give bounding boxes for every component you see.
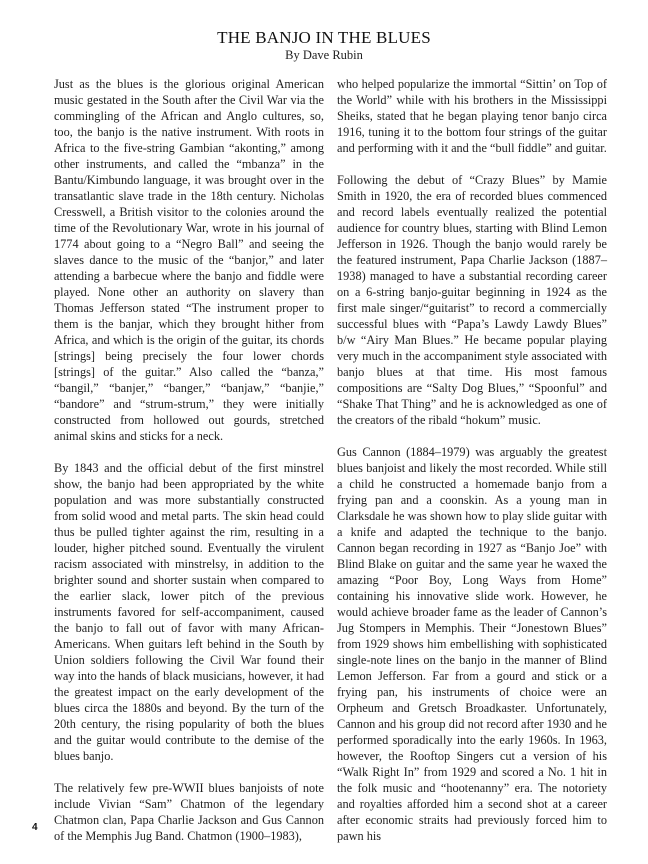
paragraph: Following the debut of “Crazy Blues” by Mamie Smith in 1920, the era of recorded blues commenced and record labels eventually realized the potential audience for country blues, starting with Blind Lemon Jefferson in 1926. Though the banjo would rarely be the featured instrument, Papa Charlie Jackson (1887–1938) managed to have a substantial recording career on a 6-string banjo-guitar beginning in 1924 as the first male singer/“guitarist” to record a commercially successful blues with “Papa’s Lawdy Lawdy Blues” b/w “Airy Man Blues.” He became popular playing very much in the accompaniment style associated with banjo blues at that time. His most famous compositions are “Salty Dog Blues,” “Spoonful” and “Shake That Thing” and he is acknowledged as one of the creators of the ribald “hokum” music. — [337, 173, 607, 427]
right-column — [337, 76, 607, 844]
paragraph: The relatively few pre-WWII blues banjoists of note include Vivian “Sam” Chatmon of the legendary Chatmon clan, Papa Charlie Jackson and Gus Cannon of the Memphis Jug Band. Chatmon (1900–1983), — [54, 781, 324, 843]
article-byline: By Dave Rubin — [285, 48, 363, 62]
paragraph: Just as the blues is the glorious original American music gestated in the South after the Civil War via the commingling of the African and Anglo cultures, so, too, the banjo is the native instrument. With roots in Africa to the five-string Gambian “akonting,” among other instruments, and called the “mbanza” in the Bantu/Kimbundo language, it was brought over in the transatlantic slave trade in the 18th century. Nicholas Cresswell, a British visitor to the colonies around the time of the Revolutionary War, wrote in his journal of 1774 about going to a “Negro Ball” and seeing the slaves dance to the music of the “banjor,” and later attending a barbecue where the banjo and fiddle were played. None other an authority on slavery than Thomas Jefferson stated “The instrument proper to them is the banjar, which they brought hither from Africa, and which is the origin of the guitar, its chords [strings] being precisely the four lower chords [strings] of the guitar.” Also called the “banza,” “bangil,” “banjer,” “banger,” “banjaw,” “banjie,” “bandore” and “strum-strum,” they were initially constructed from hollowed out gourds, stretched animal skins and sticks for a neck. — [54, 77, 324, 443]
paragraph: By 1843 and the official debut of the first minstrel show, the banjo had been appropriated by the white population and was more substantially constructed from solid wood and metal parts. The skin head could thus be pulled tighter against the rim, resulting in a louder, higher pitched sound. Eventually the virulent racism associated with minstrelsy, in addition to the brighter sound and shorter sustain when compared to the earlier slack, lower pitch of the previous instruments favored for self-accompaniment, caused the banjo to fall out of favor with many African-Americans. When guitars left behind in the South by Union soldiers following the Civil War found their way into the hands of black musicians, however, it had the greatest impact on the early development of the blues circa the 1880s and beyond. By the turn of the 20th century, the rising popularity of both the blues and the guitar would contribute to the demise of the blues banjo. — [54, 461, 324, 763]
paragraph: Gus Cannon (1884–1979) was arguably the greatest blues banjoist and likely the most recorded. While still a child he constructed a homemade banjo from a frying pan and a coonskin. As a young man in Clarksdale he was shown how to play slide guitar with a knife and adapted the technique to the banjo. Cannon began recording in 1927 as “Banjo Joe” with Blind Blake on guitar and the same year he waxed the amazing “Poor Boy, Long Ways from Home” containing his innovative slide work. However, he would achieve broader fame as the leader of Cannon’s Jug Stompers in Memphis. Their “Jonestown Blues” from 1929 shows him embellishing with sophisticated single-note lines on the banjo in the manner of Blind Lemon Jefferson. Far from a gourd and stick or a frying pan, his instruments of choice were an Orpheum and Gretsch Broadkaster. Unfortunately, Cannon and his group did not record after 1930 and he performed sporadically into the early 1960s. In 1963, however, the Rooftop Singers cut a version of his “Walk Right In” from 1929 and scored a No. 1 hit in the folk music and “hootenanny” era. The notoriety and royalties afforded him a second shot at a career after economic straits had previously forced him to pawn his — [337, 445, 607, 843]
paragraph: who helped popularize the immortal “Sittin’ on Top of the World” while with his brothers in the Mississippi Sheiks, stated that he began playing tenor banjo circa 1916, tuning it to the bottom four strings of the guitar and performing with it and the “bull fiddle” and guitar. — [337, 77, 607, 155]
page-number: 4 — [32, 822, 38, 833]
left-column — [54, 76, 324, 844]
article-title: THE BANJO IN THE BLUES — [217, 28, 431, 47]
